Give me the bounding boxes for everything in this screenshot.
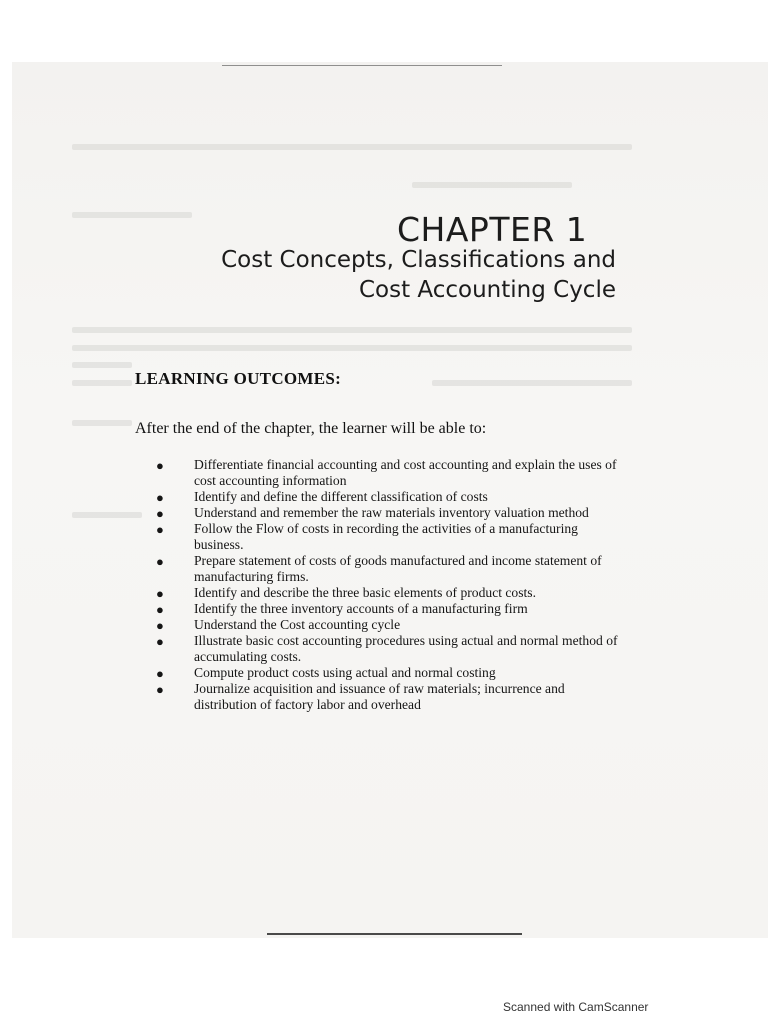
bleed-through — [432, 380, 632, 386]
bleed-through — [72, 212, 192, 218]
list-item: ● Journalize acquisition and issuance of raw materials; incurrence and distribution of factory labor and overhead — [156, 681, 565, 712]
bullet-icon: ● — [156, 506, 164, 521]
chapter-subtitle-line1: Cost Concepts, Classifications and — [221, 247, 616, 273]
learning-outcomes-heading: LEARNING OUTCOMES: — [135, 369, 342, 388]
list-item: ● Prepare statement of costs of goods manufactured and income statement of manufacturing firms. — [156, 553, 602, 584]
bleed-through — [72, 512, 142, 518]
bullet-icon: ● — [156, 490, 164, 505]
list-item: ● Understand and remember the raw materials inventory valuation method — [156, 505, 589, 521]
bullet-icon: ● — [156, 682, 164, 697]
list-item: ● Identify and describe the three basic elements of product costs. — [156, 585, 536, 601]
bleed-through — [72, 327, 632, 333]
top-rule — [222, 65, 502, 66]
learning-outcomes-intro: After the end of the chapter, the learner will be able to: — [135, 420, 487, 437]
list-item: ● Identify and define the different classification of costs — [156, 489, 488, 505]
bullet-icon: ● — [156, 586, 164, 601]
bullet-icon: ● — [156, 634, 164, 649]
bleed-through — [72, 345, 632, 351]
list-item: ● Differentiate financial accounting and cost accounting and explain the uses of cost accounting information — [156, 457, 617, 488]
bleed-through — [72, 420, 132, 426]
bottom-rule — [267, 933, 522, 935]
list-item: ● Follow the Flow of costs in recording the activities of a manufacturing business. — [156, 521, 578, 552]
bullet-icon: ● — [156, 618, 164, 633]
chapter-title: CHAPTER 1 — [397, 210, 588, 249]
scanner-watermark: Scanned with CamScanner — [503, 1000, 649, 1014]
bleed-through — [412, 182, 572, 188]
bullet-icon: ● — [156, 554, 164, 569]
learning-outcomes-list — [152, 457, 622, 713]
list-item: ● Compute product costs using actual and normal costing — [156, 665, 496, 681]
bullet-icon: ● — [156, 666, 164, 681]
list-item: ● Understand the Cost accounting cycle — [156, 617, 401, 633]
list-item: ● Identify the three inventory accounts of a manufacturing firm — [156, 601, 528, 617]
bullet-icon: ● — [156, 458, 164, 473]
chapter-subtitle-line2: Cost Accounting Cycle — [358, 277, 616, 303]
bleed-through — [72, 144, 632, 150]
bleed-through — [72, 362, 132, 368]
scanned-page — [12, 62, 768, 938]
bullet-icon: ● — [156, 602, 164, 617]
bleed-through — [72, 380, 132, 386]
list-item: ● Illustrate basic cost accounting procedures using actual and normal method of accumulating costs. — [156, 633, 618, 664]
bullet-icon: ● — [156, 522, 164, 537]
